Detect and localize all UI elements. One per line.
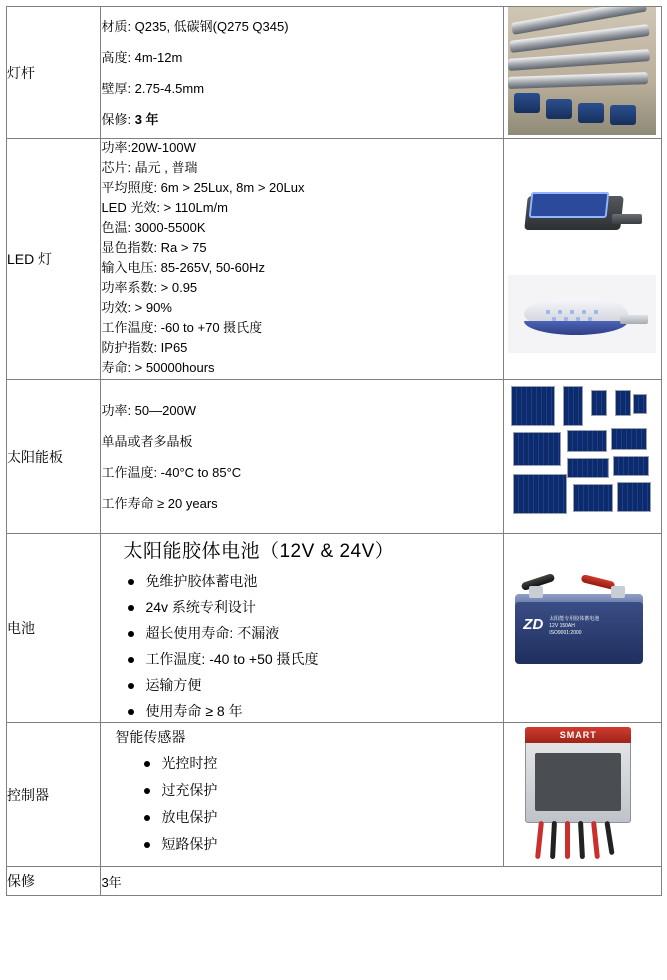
- row-content-led: [101, 139, 503, 380]
- spec-line: 芯片: 晶元 , 普瑞: [101, 160, 198, 175]
- battery-brand-text: ZD: [523, 615, 544, 633]
- row-image-battery: [503, 534, 661, 723]
- warranty-label: 保修:: [101, 111, 132, 127]
- spec-line: 寿命: > 50000hours: [101, 360, 215, 375]
- steel-poles-photo: [508, 7, 656, 135]
- row-image-controller: [503, 723, 661, 867]
- row-content-solar-panel: [101, 380, 503, 534]
- controller-brand-text: SMART: [525, 727, 631, 743]
- row-label-controller: 控制器: [7, 723, 101, 867]
- spec-line: 功率: 50—200W: [101, 402, 197, 418]
- battery-feature-list: [101, 573, 502, 720]
- table-row: [7, 380, 662, 534]
- spec-line: 防护指数: IP65: [101, 340, 188, 355]
- spec-line: 材质: Q235, 低碳钢(Q275 Q345): [101, 18, 289, 34]
- spec-line: 功率系数: > 0.95: [101, 280, 198, 295]
- list-item: 放电保护: [161, 809, 502, 826]
- warranty-value: 3 年: [134, 111, 159, 127]
- spec-line: 显色指数: Ra > 75: [101, 240, 207, 255]
- specification-table: [6, 6, 662, 896]
- table-row: [7, 723, 662, 867]
- spec-line: 平均照度: 6m > 25Lux, 8m > 20Lux: [101, 180, 305, 195]
- spec-line: 壁厚: 2.75-4.5mm: [101, 80, 205, 96]
- spec-line: LED 光效: > 110Lm/m: [101, 200, 228, 215]
- table-row: [7, 7, 662, 139]
- spec-line: 工作温度: -40°C to 85°C: [101, 464, 242, 480]
- row-label-solar-panel: 太阳能板: [7, 380, 101, 534]
- row-content-warranty: 3年: [101, 867, 662, 896]
- row-content-controller: [101, 723, 503, 867]
- row-image-pole: [503, 7, 661, 139]
- list-item: 工作温度: -40 to +50 摄氏度: [145, 651, 502, 668]
- spec-line-warranty: [101, 111, 502, 128]
- list-item: 光控时控: [161, 755, 502, 772]
- row-image-led: [503, 139, 661, 380]
- row-label-led: LED 灯: [7, 139, 101, 380]
- controller-feature-list: [101, 755, 502, 853]
- spec-line: 色温: 3000-5500K: [101, 220, 206, 235]
- spec-line: 输入电压: 85-265V, 50-60Hz: [101, 260, 265, 275]
- list-item: 过充保护: [161, 782, 502, 799]
- row-content-battery: [101, 534, 503, 723]
- table-row: [7, 139, 662, 380]
- spec-line: 工作寿命 ≥ 20 years: [101, 495, 218, 511]
- list-item: 运输方便: [145, 677, 502, 694]
- list-item: 使用寿命 ≥ 8 年: [145, 703, 502, 720]
- led-street-lamp-photo: [508, 162, 656, 272]
- list-item: 短路保护: [161, 836, 502, 853]
- row-image-solar-panel: [503, 380, 661, 534]
- gel-battery-photo: [507, 572, 657, 682]
- list-item: 超长使用寿命: 不漏液: [145, 625, 502, 642]
- battery-title: 太阳能胶体电池（12V & 24V）: [123, 541, 395, 562]
- row-label-warranty: 保修: [7, 867, 101, 896]
- row-label-battery: 电池: [7, 534, 101, 723]
- row-label-pole: 灯杆: [7, 7, 101, 139]
- table-row-warranty: [7, 867, 662, 896]
- spec-line: 工作温度: -60 to +70 摄氏度: [101, 320, 263, 335]
- spec-line: 功率:20W-100W: [101, 140, 196, 155]
- table-row: [7, 534, 662, 723]
- battery-label-text: 太阳能专用胶体蓄电池 12V 150AH ISO9001:2000: [549, 615, 600, 636]
- list-item: 免维护胶体蓄电池: [145, 573, 502, 590]
- solar-controller-photo: [507, 723, 657, 863]
- spec-line: 功效: > 90%: [101, 300, 172, 315]
- spec-line: 高度: 4m-12m: [101, 49, 183, 65]
- controller-heading: 智能传感器: [115, 728, 186, 745]
- row-content-pole: [101, 7, 503, 139]
- list-item: 24v 系统专利设计: [145, 599, 502, 616]
- led-street-lamp-photo-2: [508, 275, 656, 353]
- spec-line: 单晶或者多晶板: [101, 433, 193, 449]
- solar-panels-photo: [507, 380, 657, 530]
